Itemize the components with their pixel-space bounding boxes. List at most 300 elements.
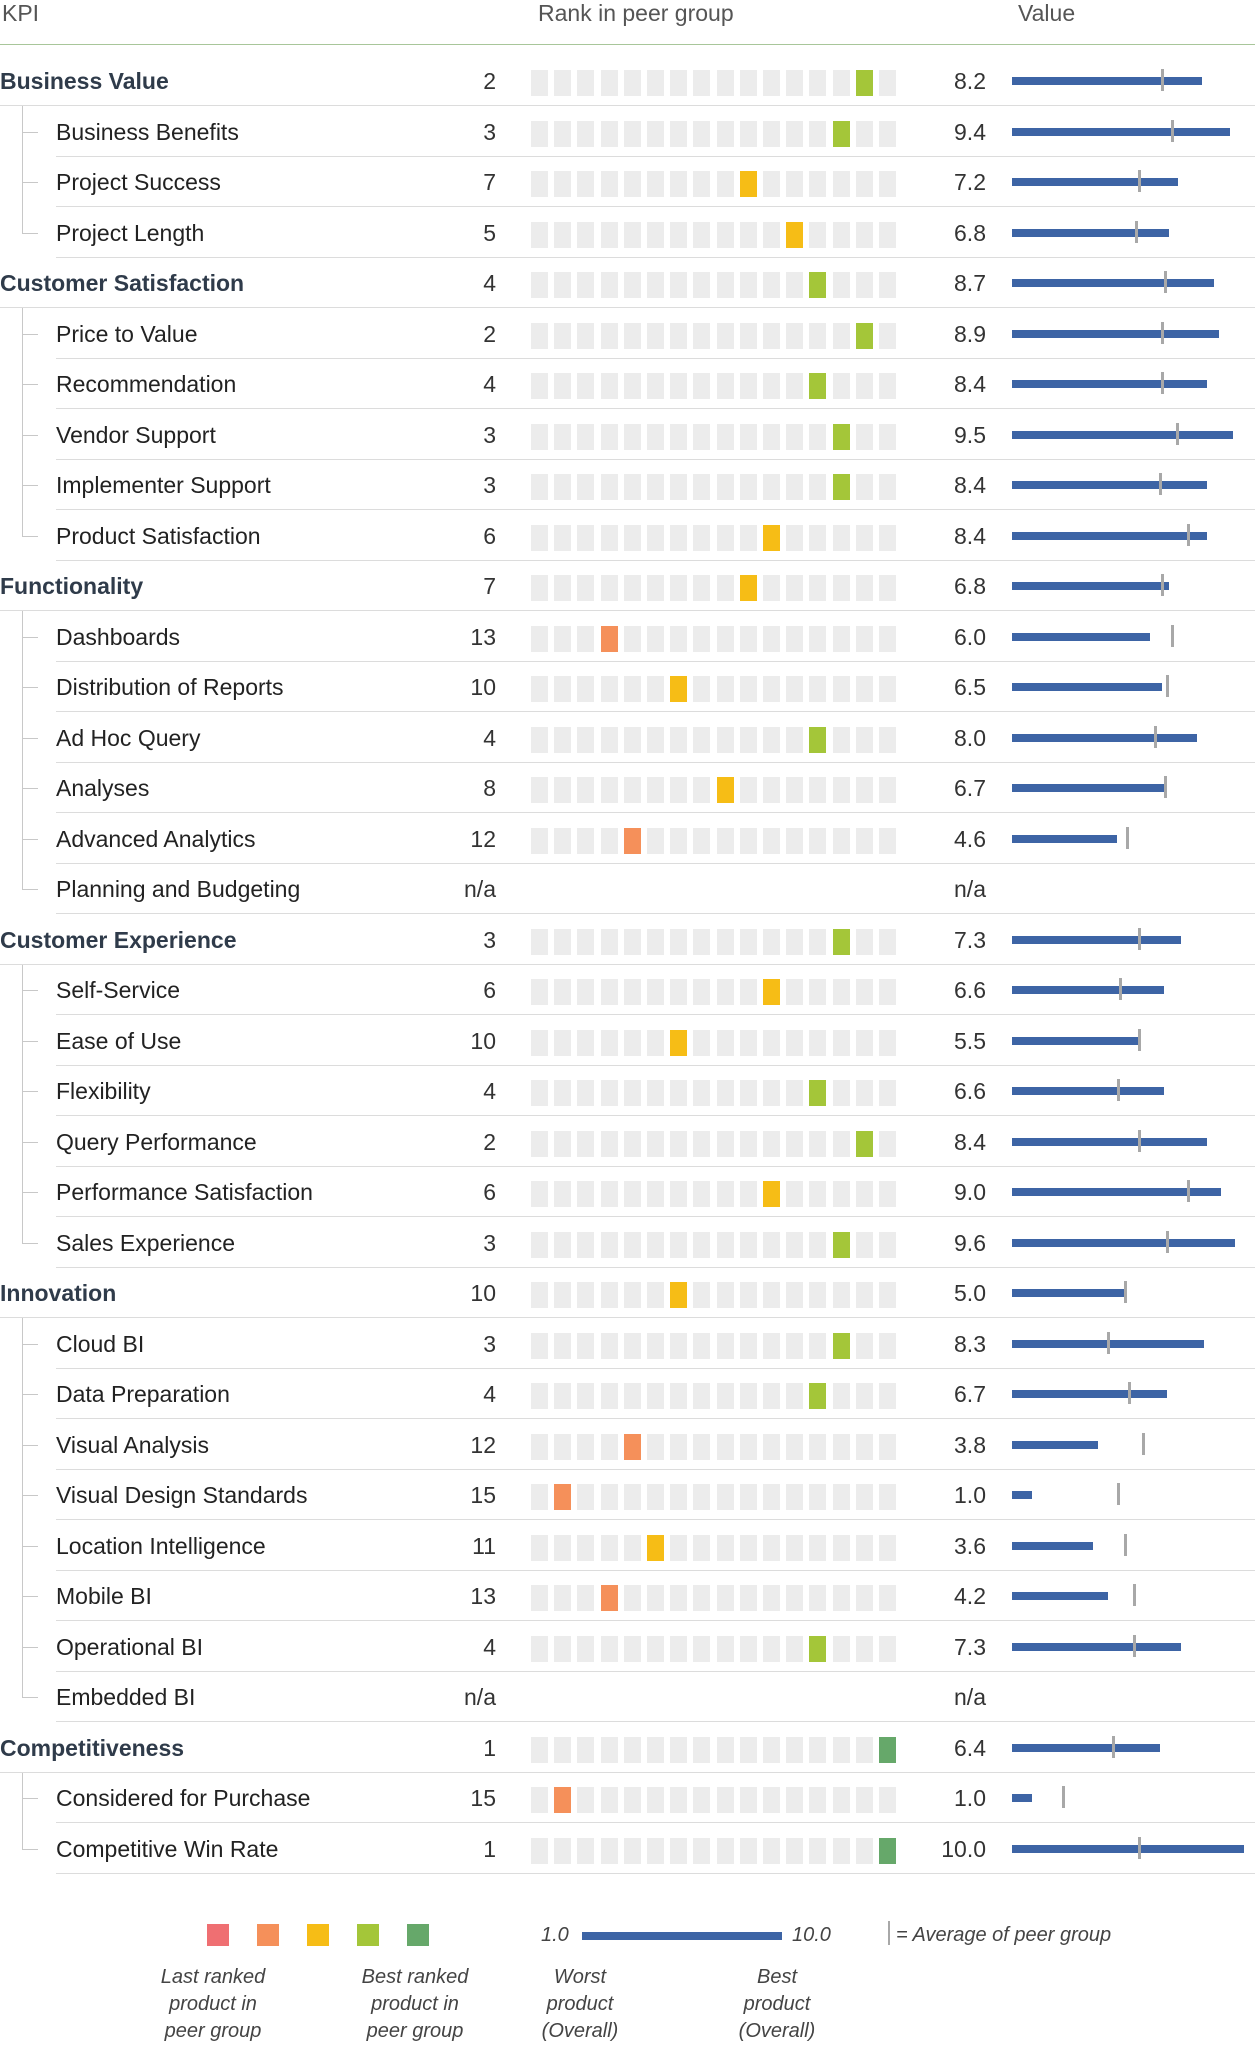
value-bar (1012, 229, 1169, 237)
value-bar (1012, 1087, 1164, 1095)
rank-cell (786, 474, 803, 500)
tree-connector (22, 334, 38, 335)
rank-label: 11 (472, 1532, 496, 1559)
rank-cell (624, 575, 641, 601)
rank-cell (577, 1131, 594, 1157)
value-bar (1012, 178, 1178, 186)
value-label: 8.7 (954, 270, 986, 296)
rank-cell (693, 1838, 710, 1864)
rank-cell (624, 373, 641, 399)
peer-average-tick (1154, 726, 1157, 748)
rank-label: 10 (470, 674, 496, 700)
value-label: 4.2 (954, 1583, 986, 1609)
value-bar (1012, 1794, 1032, 1802)
rank-cell (856, 1535, 873, 1561)
rank-cell (833, 626, 850, 652)
tree-connector (22, 485, 38, 486)
rank-cell (856, 777, 873, 803)
rank-cell (531, 979, 548, 1005)
rank-cell (786, 1484, 803, 1510)
tree-connector (22, 1546, 38, 1547)
kpi-label: Flexibility (56, 1078, 151, 1104)
value-bar (1012, 431, 1233, 439)
rank-cell (856, 272, 873, 298)
rank-cell (531, 525, 548, 551)
rank-cell (531, 1636, 548, 1662)
rank-cell (717, 1838, 734, 1864)
rank-cell (809, 1484, 826, 1510)
rank-cell (740, 1232, 757, 1258)
value-bar (1012, 1744, 1160, 1752)
rank-cell (833, 1181, 850, 1207)
rank-cell (879, 1535, 896, 1561)
rank-cell (856, 1383, 873, 1409)
rank-cell (670, 424, 687, 450)
rank-cell (833, 272, 850, 298)
tree-connector (22, 1142, 38, 1143)
rank-cell (624, 1333, 641, 1359)
rank-cell (647, 1636, 664, 1662)
value-label: 8.4 (954, 522, 986, 549)
rank-cell (647, 777, 664, 803)
rank-label: 10 (470, 1280, 496, 1306)
rank-label: n/a (464, 1684, 496, 1710)
rank-cell (601, 1636, 618, 1662)
rank-cell (786, 1585, 803, 1611)
rank-cell (554, 1434, 571, 1460)
rank-cell (809, 1030, 826, 1056)
rank-cell (693, 575, 710, 601)
value-bar-area (1012, 1117, 1242, 1167)
rank-cell (531, 373, 548, 399)
value-bar-area (1012, 1016, 1242, 1066)
tree-connector (22, 1091, 38, 1092)
rank-cell (531, 1030, 548, 1056)
rank-cell (740, 727, 757, 753)
rank-cell (577, 575, 594, 601)
value-bar (1012, 532, 1207, 540)
rank-cell (786, 1131, 803, 1157)
kpi-label: Project Length (56, 219, 205, 246)
rank-marker (809, 373, 826, 399)
rank-cell (601, 1030, 618, 1056)
value-bar-area (1012, 763, 1242, 813)
rank-label: 4 (483, 1633, 496, 1660)
rank-cell (531, 1181, 548, 1207)
kpi-label: Project Success (56, 169, 221, 195)
rank-cell (740, 1030, 757, 1056)
rank-cell (693, 272, 710, 298)
rank-cell (670, 1484, 687, 1510)
rank-cell (601, 1181, 618, 1207)
rank-cell (786, 979, 803, 1005)
rank-label: 2 (483, 68, 496, 94)
value-label: n/a (954, 876, 986, 902)
kpi-label: Implementer Support (56, 472, 271, 498)
kpi-row (0, 1723, 1255, 1773)
rank-cell (879, 777, 896, 803)
rank-cell (554, 1535, 571, 1561)
rank-cell (856, 979, 873, 1005)
kpi-row (0, 1167, 1255, 1217)
rank-cell (554, 1181, 571, 1207)
rank-cell (554, 70, 571, 96)
value-label: 1.0 (954, 1482, 986, 1508)
legend-swatch-good (357, 1924, 379, 1946)
rank-cell (647, 676, 664, 702)
rank-cell (624, 70, 641, 96)
rank-cell (786, 1535, 803, 1561)
rank-cell (670, 1535, 687, 1561)
value-bar (1012, 936, 1181, 944)
tree-line (22, 308, 23, 536)
rank-cell (531, 626, 548, 652)
rank-cell (809, 676, 826, 702)
rank-cell (763, 1383, 780, 1409)
rank-cell (763, 727, 780, 753)
rank-cell (786, 575, 803, 601)
tree-line (22, 1773, 23, 1849)
rank-cell (717, 727, 734, 753)
kpi-label: Analyses (56, 775, 150, 801)
rank-cell (531, 121, 548, 147)
rank-cell (809, 929, 826, 955)
kpi-row (0, 662, 1255, 712)
rank-cell (763, 1131, 780, 1157)
legend-best-caption: Best ranked product in peer group (361, 1966, 469, 2042)
rank-cell (833, 1131, 850, 1157)
tree-connector (22, 435, 38, 436)
rank-cell (693, 1737, 710, 1763)
rank-marker (833, 121, 850, 147)
rank-cell (531, 1232, 548, 1258)
rank-label: 8 (483, 775, 496, 801)
rank-cell (786, 1080, 803, 1106)
rank-cell (740, 1636, 757, 1662)
rank-cell (717, 1787, 734, 1813)
rank-cell (577, 1484, 594, 1510)
value-label: 6.8 (954, 219, 986, 246)
kpi-row (0, 915, 1255, 965)
rank-cell (577, 929, 594, 955)
rank-cell (763, 1484, 780, 1510)
peer-average-tick (1133, 1635, 1136, 1657)
tree-connector (22, 1394, 38, 1395)
rank-cell (601, 1131, 618, 1157)
rank-cell (693, 727, 710, 753)
rank-marker (809, 1383, 826, 1409)
peer-average-tick (1138, 1837, 1141, 1859)
rank-cell (554, 1232, 571, 1258)
value-label: 3.6 (954, 1532, 986, 1559)
rank-cell (531, 1484, 548, 1510)
rank-cell (531, 272, 548, 298)
rank-cell (740, 424, 757, 450)
tree-connector (22, 1647, 38, 1648)
rank-cell (554, 1636, 571, 1662)
rank-cell (809, 1737, 826, 1763)
peer-average-tick (1161, 322, 1164, 344)
rank-cell (577, 525, 594, 551)
rank-cell (647, 1232, 664, 1258)
value-bar-area (1012, 662, 1242, 712)
kpi-row (0, 713, 1255, 763)
rank-cell (647, 1030, 664, 1056)
rank-cell (879, 1787, 896, 1813)
rank-cell (833, 373, 850, 399)
rank-cell (717, 1232, 734, 1258)
kpi-label: Location Intelligence (56, 1532, 266, 1559)
tree-connector (22, 1243, 38, 1244)
rank-cell (833, 777, 850, 803)
rank-cell (531, 474, 548, 500)
rank-cell (786, 1030, 803, 1056)
rank-cell (693, 1383, 710, 1409)
rank-cell (647, 474, 664, 500)
value-label: 5.0 (954, 1280, 986, 1306)
value-bar (1012, 784, 1167, 792)
value-bar-area (1012, 814, 1242, 864)
rank-cell (601, 171, 618, 197)
tree-connector (22, 1596, 38, 1597)
rank-cell (786, 424, 803, 450)
value-bar-area (1012, 1167, 1242, 1217)
rank-cell (786, 1838, 803, 1864)
rank-cell (856, 676, 873, 702)
rank-cell (624, 1737, 641, 1763)
rank-cell (670, 1232, 687, 1258)
rank-cell (809, 474, 826, 500)
rank-cell (879, 1484, 896, 1510)
rank-cell (879, 1232, 896, 1258)
rank-cell (879, 525, 896, 551)
rank-marker (786, 222, 803, 248)
rank-cell (624, 424, 641, 450)
rank-cell (833, 171, 850, 197)
kpi-label: Functionality (0, 573, 144, 599)
rank-cell (879, 1282, 896, 1308)
value-label: 6.7 (954, 775, 986, 801)
rank-cell (577, 1535, 594, 1561)
rank-cell (763, 626, 780, 652)
rank-cell (577, 1838, 594, 1864)
rank-cell (670, 1636, 687, 1662)
rank-cell (879, 121, 896, 147)
rank-cell (577, 828, 594, 854)
value-bar-area (1012, 1470, 1242, 1520)
rank-cell (601, 777, 618, 803)
rank-cell (531, 1383, 548, 1409)
rank-cell (809, 222, 826, 248)
rank-cell (879, 575, 896, 601)
peer-average-tick (1126, 827, 1129, 849)
rank-cell (554, 1585, 571, 1611)
rank-cell (740, 1737, 757, 1763)
rank-cell (856, 1737, 873, 1763)
kpi-label: Ease of Use (56, 1027, 182, 1054)
tree-connector (22, 182, 38, 183)
peer-average-tick (1166, 1231, 1169, 1253)
rank-cell (693, 424, 710, 450)
rank-cell (647, 525, 664, 551)
rank-cell (577, 1636, 594, 1662)
rank-cell (601, 1535, 618, 1561)
rank-cell (740, 1383, 757, 1409)
rank-cell (624, 1282, 641, 1308)
rank-cell (809, 121, 826, 147)
rank-cell (763, 121, 780, 147)
rank-cell (531, 1737, 548, 1763)
value-bar (1012, 1037, 1138, 1045)
rank-cell (740, 676, 757, 702)
rank-cell (809, 777, 826, 803)
kpi-label: Sales Experience (56, 1229, 235, 1256)
rank-cell (786, 1333, 803, 1359)
rank-cell (763, 70, 780, 96)
rank-cell (601, 121, 618, 147)
kpi-row (0, 1117, 1255, 1167)
rank-cell (833, 1636, 850, 1662)
rank-cell (670, 1838, 687, 1864)
rank-cell (763, 676, 780, 702)
kpi-row (0, 965, 1255, 1015)
rank-cell (717, 1030, 734, 1056)
rank-cell (577, 979, 594, 1005)
rank-cell (879, 373, 896, 399)
kpi-label: Business Value (0, 68, 169, 94)
rank-label: 4 (483, 1381, 496, 1407)
rank-cell (856, 727, 873, 753)
rank-cell (717, 1484, 734, 1510)
rank-cell (856, 1636, 873, 1662)
rank-label: 12 (470, 1431, 496, 1458)
rank-cell (601, 1383, 618, 1409)
rank-cell (786, 171, 803, 197)
rank-cell (670, 575, 687, 601)
rank-cell (879, 1333, 896, 1359)
value-bar-area (1012, 965, 1242, 1015)
rank-label: 3 (483, 421, 496, 448)
rank-cell (601, 1484, 618, 1510)
rank-cell (577, 676, 594, 702)
rank-cell (717, 1131, 734, 1157)
peer-average-tick (1187, 524, 1190, 546)
rank-marker (740, 171, 757, 197)
rank-cell (647, 1838, 664, 1864)
value-bar (1012, 1289, 1126, 1297)
value-bar-area (1012, 612, 1242, 662)
rank-cell (740, 121, 757, 147)
rank-cell (740, 1838, 757, 1864)
rank-cell (647, 1383, 664, 1409)
rank-cell (577, 1787, 594, 1813)
rank-cell (693, 1636, 710, 1662)
value-bar (1012, 380, 1207, 388)
rank-label: 1 (483, 1734, 496, 1761)
rank-cell (624, 929, 641, 955)
rank-cell (577, 1333, 594, 1359)
rank-cell (809, 1787, 826, 1813)
rank-cell (693, 70, 710, 96)
tree-line (22, 965, 23, 1243)
rank-cell (856, 222, 873, 248)
rank-label: 12 (470, 825, 496, 852)
tree-connector (22, 233, 38, 234)
rank-cell (670, 323, 687, 349)
rank-cell (786, 272, 803, 298)
tree-connector (22, 384, 38, 385)
rank-marker (763, 1181, 780, 1207)
rank-cell (624, 171, 641, 197)
value-label: 6.6 (954, 977, 986, 1003)
value-bar-area (1012, 1369, 1242, 1419)
rank-cell (833, 1080, 850, 1106)
value-bar-area (1012, 1723, 1242, 1773)
rank-cell (833, 1282, 850, 1308)
rank-marker (624, 1434, 641, 1460)
rank-cell (693, 1585, 710, 1611)
rank-cell (624, 1080, 641, 1106)
rank-cell (647, 979, 664, 1005)
peer-average-tick (1138, 928, 1141, 950)
rank-cell (531, 777, 548, 803)
rank-cell (786, 1787, 803, 1813)
kpi-row (0, 208, 1255, 258)
kpi-row (0, 1369, 1255, 1419)
rank-cell (740, 70, 757, 96)
legend-last-caption: Last ranked product in peer group (160, 1966, 266, 2042)
rank-marker (856, 1131, 873, 1157)
kpi-row (0, 1470, 1255, 1520)
value-bar-area (1012, 1622, 1242, 1672)
rank-cell (833, 828, 850, 854)
rank-cell (577, 70, 594, 96)
kpi-label: Product Satisfaction (56, 522, 261, 549)
peer-average-tick (1119, 978, 1122, 1000)
rank-cell (879, 171, 896, 197)
kpi-row (0, 1268, 1255, 1318)
value-label: 8.4 (954, 472, 986, 498)
rank-cell (554, 525, 571, 551)
rank-cell (577, 1383, 594, 1409)
rank-cell (601, 1787, 618, 1813)
rank-cell (786, 1434, 803, 1460)
rank-cell (554, 121, 571, 147)
rank-marker (647, 1535, 664, 1561)
rank-cell (670, 1181, 687, 1207)
rank-cell (601, 1080, 618, 1106)
tree-line (22, 611, 23, 889)
rank-cell (577, 121, 594, 147)
value-bar-area (1012, 107, 1242, 157)
tree-connector (22, 1798, 38, 1799)
value-label: 6.8 (954, 573, 986, 599)
rank-cell (693, 171, 710, 197)
rank-cell (717, 323, 734, 349)
rank-cell (693, 777, 710, 803)
kpi-row (0, 1773, 1255, 1823)
kpi-row (0, 612, 1255, 662)
rank-cell (601, 1333, 618, 1359)
kpi-label: Recommendation (56, 371, 237, 397)
rank-cell (647, 272, 664, 298)
rank-cell (670, 121, 687, 147)
kpi-label: Customer Satisfaction (0, 270, 245, 296)
rank-cell (554, 828, 571, 854)
rank-cell (601, 525, 618, 551)
rank-label: 15 (470, 1482, 496, 1508)
rank-cell (647, 121, 664, 147)
